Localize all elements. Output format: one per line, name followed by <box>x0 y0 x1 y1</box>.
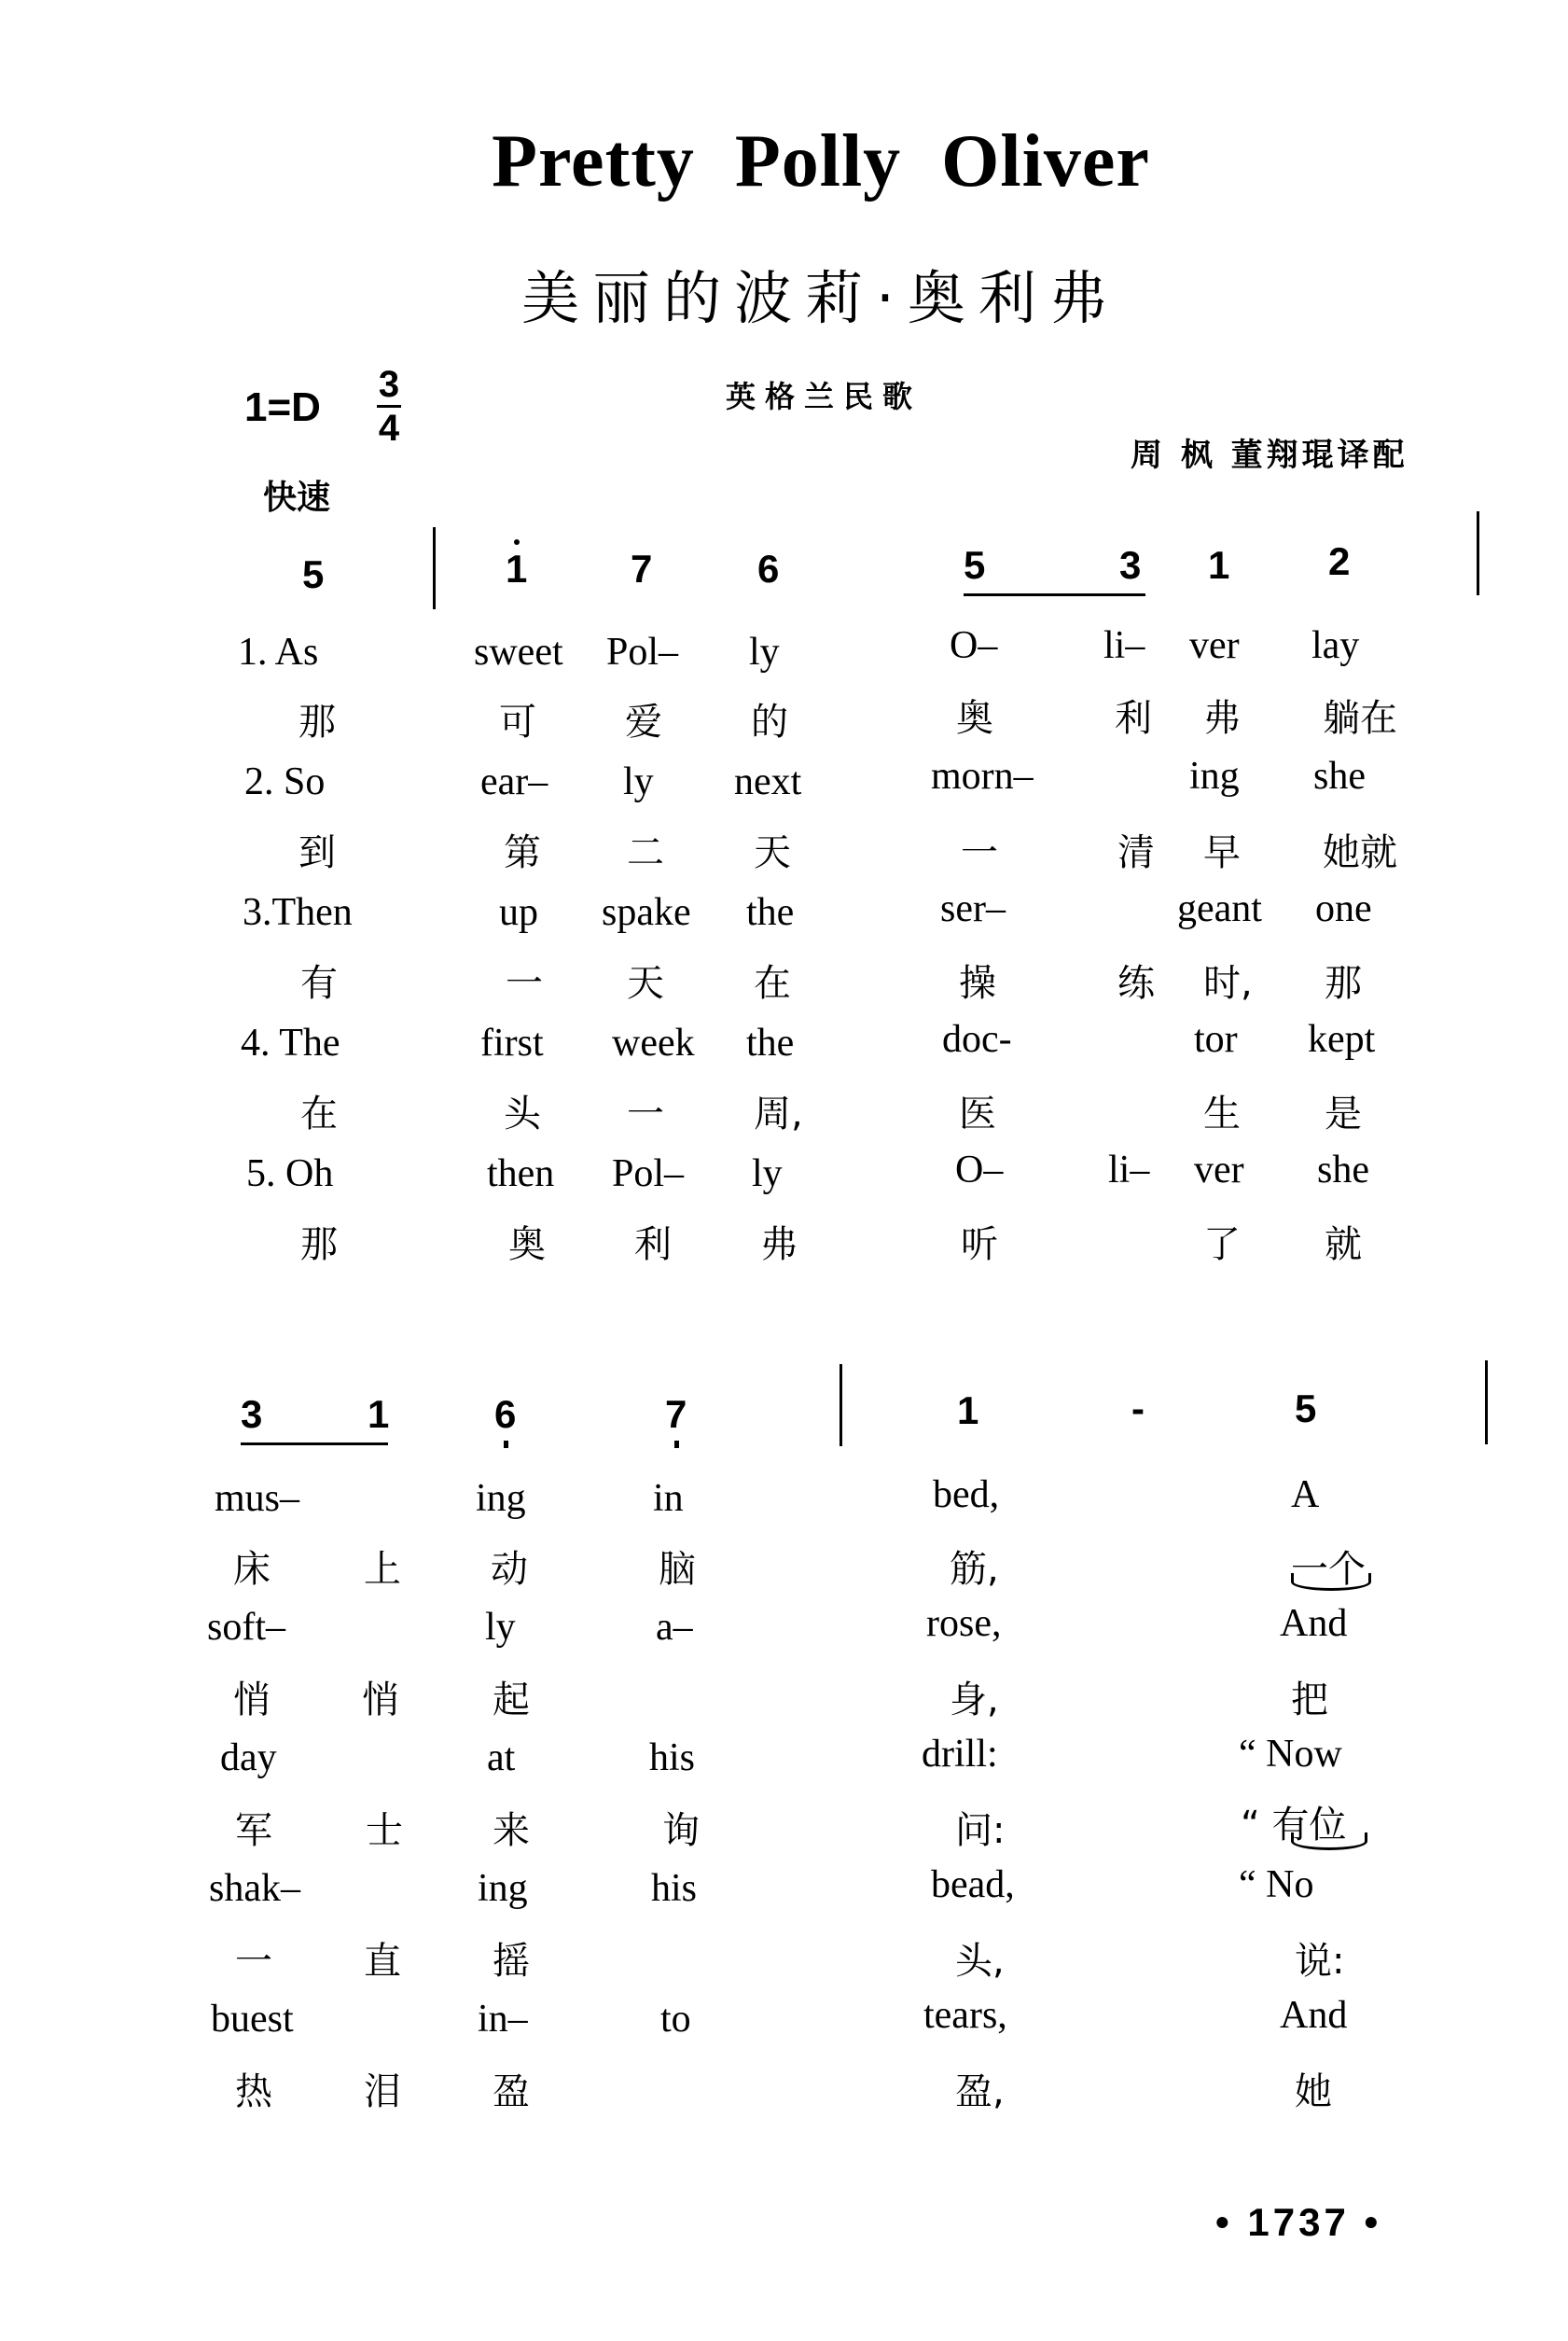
lyric-cn: 奥 <box>956 697 993 740</box>
tie-slur <box>1291 1832 1367 1850</box>
lyric-cn: 天 <box>754 831 791 874</box>
lyric-cn: 一 <box>506 962 543 1005</box>
lyric: ear– <box>480 760 548 803</box>
note: 1 <box>506 547 528 591</box>
note: 7 <box>631 547 653 591</box>
lyric: his <box>651 1867 698 1910</box>
lyric-cn: 来 <box>493 1809 530 1852</box>
lyric: 2. So <box>244 760 326 803</box>
lyric-cn: 可 <box>499 701 536 744</box>
lyric: at <box>487 1736 516 1779</box>
lyric-cn: 直 <box>364 1940 401 1983</box>
lyric: 4. The <box>241 1022 340 1065</box>
lyric: she <box>1317 1149 1369 1191</box>
key-signature: 1=D <box>244 384 321 430</box>
lyric: ly <box>623 760 654 803</box>
lyric: Pol– <box>606 631 679 674</box>
lyric-cn: 爱 <box>625 701 662 744</box>
lyric: ver <box>1194 1149 1244 1191</box>
page-number: • 1737 • <box>1215 2200 1382 2244</box>
lyric-cn: 起 <box>493 1679 530 1721</box>
lyric: ly <box>752 1152 783 1195</box>
song-origin: 英格兰民歌 <box>726 379 923 414</box>
lyric-cn: 上 <box>364 1548 401 1591</box>
lyric-cn: 就 <box>1325 1223 1362 1266</box>
note: 6 <box>494 1392 517 1436</box>
lyric: shak– <box>209 1867 300 1910</box>
lyric: week <box>612 1022 695 1065</box>
lyric: soft– <box>207 1606 285 1649</box>
lyric: And <box>1280 1602 1348 1645</box>
note-sustain-dash: - <box>1131 1386 1145 1430</box>
lyric-cn: 天 <box>627 962 664 1005</box>
time-signature <box>377 364 401 449</box>
lyric-cn: 悄 <box>233 1679 271 1721</box>
lyric: li– <box>1108 1149 1150 1191</box>
note: 1 <box>1208 543 1230 587</box>
lyric: the <box>746 891 795 934</box>
lyric: And <box>1280 1994 1348 2037</box>
lyric-cn: 时, <box>1203 962 1253 1005</box>
translator-credit: 周 枫 董翔琨译配 <box>1131 437 1408 474</box>
lyric: rose, <box>926 1602 1002 1645</box>
lyric-cn: 一 <box>627 1093 664 1136</box>
lyric-cn: 她就 <box>1323 831 1397 874</box>
lyric-cn: 盈 <box>493 2070 530 2113</box>
lyric: drill: <box>922 1733 998 1776</box>
lyric-cn: 二 <box>627 831 664 874</box>
lyric: the <box>746 1022 795 1065</box>
lyric: next <box>734 760 802 803</box>
lyric-cn: 在 <box>754 962 791 1005</box>
lyric-cn: 躺在 <box>1323 697 1397 740</box>
lyric: bead, <box>931 1863 1015 1906</box>
lyric-cn: 悄 <box>362 1679 399 1721</box>
lyric-cn: 头 <box>504 1093 541 1136</box>
lyric-cn: 利 <box>1115 697 1152 740</box>
time-signature-bottom: 4 <box>378 408 400 449</box>
lyric: “ No <box>1239 1863 1314 1906</box>
note: 3 <box>241 1392 263 1436</box>
lyric-cn: 摇 <box>493 1940 530 1983</box>
note: 1 <box>957 1388 979 1432</box>
song-subtitle-chinese: 美丽的波莉·奥利弗 <box>521 264 1120 332</box>
note: 7 <box>665 1392 687 1436</box>
lyric-cn: 奥 <box>508 1223 546 1266</box>
lyric-cn: 询 <box>662 1809 700 1852</box>
lyric-cn: 有 <box>300 962 338 1005</box>
lyric: ing <box>476 1477 526 1520</box>
lyric-cn: 军 <box>235 1809 272 1852</box>
lyric: sweet <box>474 631 563 674</box>
lyric-cn: 利 <box>634 1223 672 1266</box>
lyric-cn: 第 <box>504 831 541 874</box>
note: 5 <box>302 552 325 596</box>
lyric-cn: 泪 <box>364 2070 401 2113</box>
lyric-cn: 弗 <box>760 1223 798 1266</box>
lyric: ver <box>1189 624 1240 667</box>
lyric-cn: 一 <box>235 1940 272 1983</box>
lyric-cn: 一个 <box>1291 1548 1366 1591</box>
lyric-cn: 练 <box>1117 962 1155 1005</box>
song-title: Pretty Polly Oliver <box>492 120 1150 202</box>
lyric: 1. As <box>238 631 319 674</box>
lyric: in– <box>478 1998 528 2041</box>
lyric-cn: 热 <box>235 2070 272 2113</box>
time-signature-top: 3 <box>378 364 400 405</box>
lyric: ser– <box>940 887 1006 930</box>
lyric-cn: 在 <box>300 1093 338 1136</box>
lyric: 5. Oh <box>246 1152 334 1195</box>
lyric: up <box>499 891 538 934</box>
lyric-cn: “ 有位 <box>1241 1804 1347 1846</box>
lyric-cn: 问: <box>955 1809 1006 1852</box>
lyric-cn: 弗 <box>1203 697 1241 740</box>
tie-slur <box>1291 1573 1371 1591</box>
lyric-cn: 听 <box>961 1223 998 1266</box>
lyric: kept <box>1308 1018 1376 1061</box>
lyric: then <box>487 1152 555 1195</box>
lyric: A <box>1291 1473 1320 1516</box>
lyric-cn: 身, <box>950 1679 999 1721</box>
lyric: in <box>653 1477 684 1520</box>
lyric: bed, <box>933 1473 1000 1516</box>
lyric-cn: 她 <box>1295 2070 1332 2113</box>
note: 1 <box>368 1392 390 1436</box>
lyric: Pol– <box>612 1152 685 1195</box>
lyric-cn: 脑 <box>659 1548 696 1591</box>
lyric-cn: 盈, <box>955 2070 1005 2113</box>
lyric: O– <box>955 1149 1004 1191</box>
barline <box>1477 511 1479 595</box>
lyric-cn: 操 <box>959 962 996 1005</box>
lyric-cn: 说: <box>1295 1940 1345 1983</box>
lyric-cn: 床 <box>233 1548 271 1591</box>
lyric: ly <box>485 1606 516 1649</box>
barline <box>433 527 436 609</box>
lyric-cn: 早 <box>1203 831 1241 874</box>
lyric-cn: 筋, <box>950 1548 999 1591</box>
lyric: tears, <box>923 1994 1007 2037</box>
lyric: O– <box>950 624 998 667</box>
barline <box>840 1364 842 1446</box>
lyric-cn: 那 <box>1325 962 1362 1005</box>
lyric: ing <box>478 1867 528 1910</box>
lyric: geant <box>1177 887 1262 930</box>
lyric-cn: 了 <box>1203 1223 1241 1266</box>
lyric: tor <box>1194 1018 1238 1061</box>
lyric-cn: 周, <box>754 1093 803 1136</box>
lyric: lay <box>1311 624 1360 667</box>
lyric: to <box>660 1998 691 2041</box>
lyric-cn: 的 <box>751 701 788 744</box>
lyric-cn: 是 <box>1325 1093 1362 1136</box>
lyric-cn: 那 <box>300 1223 338 1266</box>
note: 3 <box>1119 543 1142 587</box>
lyric: day <box>220 1736 277 1779</box>
lyric-cn: 那 <box>298 701 336 744</box>
lyric-cn: 士 <box>366 1809 403 1852</box>
lyric: “ Now <box>1239 1733 1342 1776</box>
lyric-cn: 头, <box>955 1940 1005 1983</box>
lyric: li– <box>1103 624 1145 667</box>
lyric: mus– <box>215 1477 300 1520</box>
lyric-cn: 把 <box>1291 1679 1328 1721</box>
lyric: a– <box>656 1606 693 1649</box>
tempo-marking: 快速 <box>263 479 331 517</box>
note: 2 <box>1328 539 1351 583</box>
lyric: morn– <box>931 755 1034 798</box>
lyric: first <box>480 1022 544 1065</box>
lyric: ly <box>749 631 780 674</box>
lyric: his <box>649 1736 696 1779</box>
lyric: she <box>1313 755 1366 798</box>
beam-underline <box>964 593 1145 596</box>
lyric: doc- <box>942 1018 1012 1061</box>
lyric: 3.Then <box>243 891 353 934</box>
note: 6 <box>757 547 780 591</box>
lyric: spake <box>602 891 691 934</box>
barline <box>1485 1360 1488 1444</box>
lyric: one <box>1315 887 1372 930</box>
lyric-cn: 动 <box>491 1548 528 1591</box>
lyric-cn: 生 <box>1203 1093 1241 1136</box>
lyric-cn: 到 <box>298 831 336 874</box>
lyric-cn: 医 <box>959 1093 996 1136</box>
lyric: buest <box>211 1998 294 2041</box>
beam-underline <box>241 1442 388 1445</box>
note: 5 <box>964 543 986 587</box>
lyric: ing <box>1189 755 1240 798</box>
lyric-cn: 清 <box>1117 831 1155 874</box>
note: 5 <box>1295 1386 1317 1430</box>
lyric-cn: 一 <box>961 831 998 874</box>
